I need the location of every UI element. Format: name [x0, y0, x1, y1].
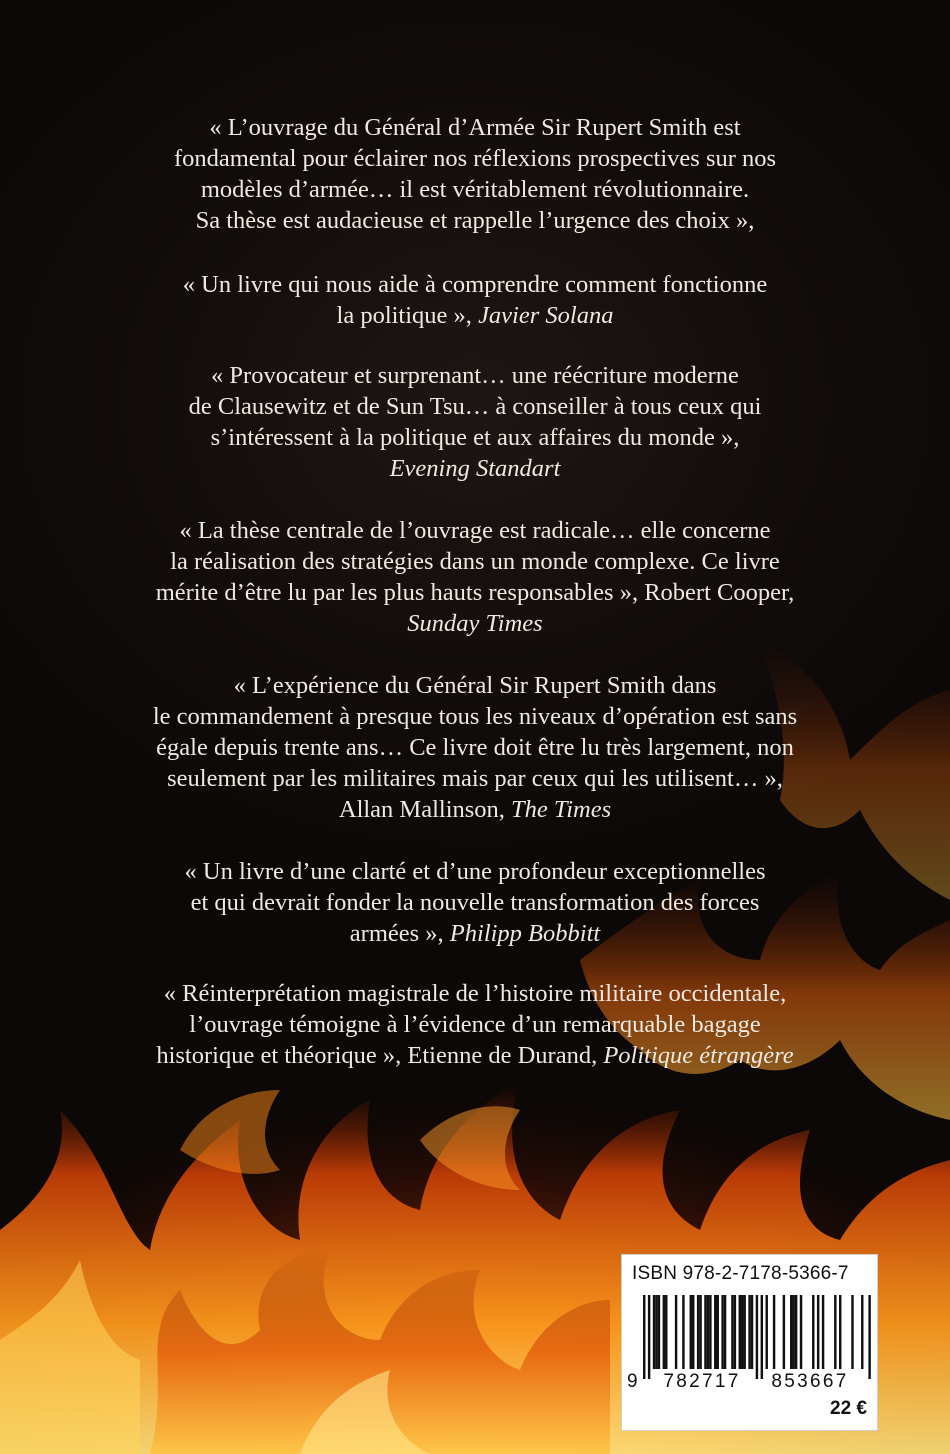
barcode-bar — [748, 1295, 750, 1369]
isbn-barcode-box — [621, 1254, 878, 1431]
review-quote — [60, 670, 890, 825]
barcode-bar — [773, 1295, 775, 1369]
barcode-bar — [734, 1295, 736, 1369]
quote-line: la réalisation des stratégies dans un monde complexe. Ce livre — [170, 548, 780, 575]
barcode-bar — [868, 1295, 870, 1379]
barcode-bar — [783, 1295, 785, 1369]
barcode-bar — [817, 1295, 819, 1369]
quote-source: Philipp Bobbitt — [449, 920, 601, 947]
quote-source: Javier Solana — [478, 302, 614, 329]
review-quote — [60, 269, 890, 331]
barcode-bar — [648, 1295, 650, 1379]
review-quote — [60, 856, 890, 949]
quote-line: l’ouvrage témoigne à l’évidence d’un remarquable bagage — [189, 1011, 761, 1038]
quote-line: « Un livre qui nous aide à comprendre comment fonctionne — [182, 271, 768, 298]
barcode-bar — [761, 1295, 763, 1379]
barcode-bar — [792, 1295, 794, 1369]
barcode-bar — [697, 1295, 699, 1369]
quote-line: de Clausewitz et de Sun Tsu… à conseiller à tous ceux qui — [188, 393, 762, 420]
barcode-bar — [665, 1295, 667, 1369]
quote-line: « L’ouvrage du Général d’Armée Sir Rupert Smith est — [209, 114, 741, 141]
quote-line — [60, 918, 890, 949]
quote-source: Evening Standart — [389, 455, 561, 482]
barcode-bar — [699, 1295, 701, 1369]
barcode-bar — [675, 1295, 677, 1369]
barcode-bar — [751, 1295, 753, 1369]
barcode-bar — [707, 1295, 709, 1369]
quote-source: The Times — [511, 796, 612, 823]
barcode-bar — [812, 1295, 814, 1369]
quote-text: historique et théorique », Etienne de Durand, — [156, 1042, 604, 1069]
quote-line: « Un livre d’une clarté et d’une profondeur exceptionnelles — [184, 858, 766, 885]
quote-line: s’intéressent à la politique et aux affaires du monde », — [210, 424, 740, 451]
quote-text: Allan Mallinson, — [338, 796, 512, 823]
barcode-bar — [714, 1295, 716, 1369]
barcode-digits-right: 853667 — [771, 1371, 849, 1392]
barcode-bar — [795, 1295, 797, 1369]
barcode-bar — [800, 1295, 802, 1369]
quote-source: Sunday Times — [407, 610, 543, 637]
quote-line: « L’expérience du Général Sir Rupert Smith dans — [233, 672, 717, 699]
barcode-bar — [743, 1295, 745, 1369]
review-quote — [60, 515, 890, 639]
barcode-bar — [663, 1295, 665, 1369]
price-label: 22 € — [830, 1398, 867, 1419]
quote-text: armées », — [349, 920, 450, 947]
barcode-bar — [756, 1295, 758, 1379]
quote-line: égale depuis trente ans… Ce livre doit être lu très largement, non — [156, 734, 794, 761]
barcode-bar — [861, 1295, 863, 1369]
quote-line: « La thèse centrale de l’ouvrage est radicale… elle concerne — [179, 517, 771, 544]
barcode-bar — [709, 1295, 711, 1369]
barcode-bar — [704, 1295, 706, 1369]
barcode-bar — [731, 1295, 733, 1369]
barcode-bar — [724, 1295, 726, 1369]
barcode-bar — [690, 1295, 692, 1369]
barcode — [626, 1293, 873, 1393]
barcode-bar — [766, 1295, 768, 1369]
barcode-bar — [834, 1295, 836, 1369]
barcode-bar — [658, 1295, 660, 1369]
quote-line — [60, 1040, 890, 1071]
barcode-digits-left: 782717 — [663, 1371, 741, 1392]
barcode-bar — [721, 1295, 723, 1369]
barcode-bar — [682, 1295, 684, 1369]
quote-line — [60, 608, 890, 639]
barcode-bars — [643, 1295, 873, 1379]
quote-line — [60, 453, 890, 484]
review-quote — [60, 360, 890, 484]
quote-line — [60, 794, 890, 825]
quote-line: seulement par les militaires mais par ceux qui les utilisent… », — [167, 765, 783, 792]
quote-line: modèles d’armée… il est véritablement révolutionnaire. — [200, 176, 750, 203]
review-quote — [60, 112, 890, 236]
quote-line: le commandement à presque tous les niveaux d’opération est sans — [152, 703, 798, 730]
barcode-bar — [655, 1295, 657, 1369]
barcode-bar — [741, 1295, 743, 1369]
quote-line: fondamental pour éclairer nos réflexions prospectives sur nos — [173, 145, 777, 172]
review-quotes — [60, 112, 890, 1100]
barcode-bar — [717, 1295, 719, 1369]
barcode-digit-lead: 9 — [627, 1371, 638, 1392]
quote-source: Politique étrangère — [603, 1042, 794, 1069]
isbn-label: ISBN 978-2-7178-5366-7 — [632, 1263, 849, 1284]
barcode-bar — [822, 1295, 824, 1369]
quote-line: Sa thèse est audacieuse et rappelle l’urgence des choix », — [195, 207, 755, 234]
quote-line — [60, 300, 890, 331]
barcode-bar — [851, 1295, 853, 1369]
quote-line: et qui devrait fonder la nouvelle transformation des forces — [190, 889, 760, 916]
barcode-bar — [643, 1295, 645, 1379]
barcode-bar — [653, 1295, 655, 1369]
review-quote — [60, 978, 890, 1071]
barcode-bar — [839, 1295, 841, 1369]
quote-text: la politique », — [336, 302, 479, 329]
barcode-bar — [739, 1295, 741, 1369]
quote-line: mérite d’être lu par les plus hauts responsables », Robert Cooper, — [155, 579, 795, 606]
barcode-bar — [692, 1295, 694, 1369]
quote-line: « Provocateur et surprenant… une réécriture moderne — [211, 362, 739, 389]
barcode-bar — [790, 1295, 792, 1369]
quote-line: « Réinterprétation magistrale de l’histoire militaire occidentale, — [163, 980, 787, 1007]
